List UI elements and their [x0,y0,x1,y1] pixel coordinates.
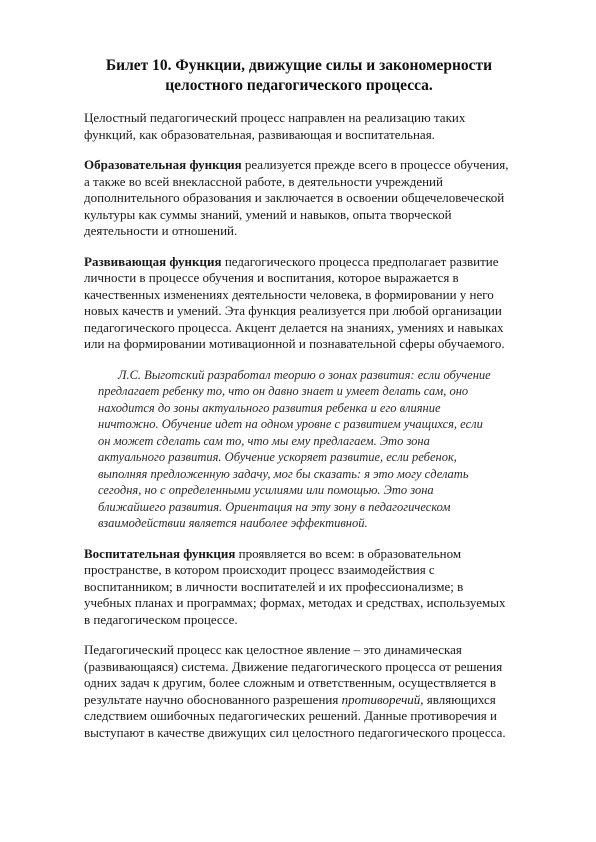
document-page [84,56,514,755]
conclusion-paragraph [84,642,514,741]
document-title: Билет 10. Функции, движущие силы и закономерности целостного педагогического процесса. [105,57,493,94]
upbringing-function-paragraph [84,546,514,629]
educational-function-text: реализуется прежде всего в процессе обучения, а также во всей внеклассной работе, в деятельности учреждений дополнительного образования и заключается в освоении общечеловеческой культуры как суммы знаний, умений и навыков, опыта творческой деятельности и отношений. [84,157,509,238]
conclusion-text-after: , являющихся следствием ошибочных педагогических решений. Данные противоречия и выступают в качестве движущих сил целостного педагогического процесса. [84,691,506,740]
conclusion-text-before: Педагогический процесс как целостное явление – это динамическая (развивающаяся) система. Движение педагогического процесса от решения одних задач к другим, более сложным и ответственным, осуществляется в результате научно обоснованного разрешения [84,642,503,707]
vygotsky-quote: Л.С. Выготский разработал теорию о зонах развития: если обучение предлагает ребенку то, что он давно знает и умеет делать сам, оно находится до зоны актуального развития ребенка и его влияние ничтожно. Обучение идет на одном уровне с развитием учащихся, если он может сделать сам то, что мы ему предлагаем. Это зона актуального развития. Обучение ускоряет развитие, если ребенок, выполняя предложенную задачу, мог бы сказать: я это могу сделать сегодня, но с определенными усилиями или помощью. Это зона ближайшего развития. Ориентация на эту зону в педагогическом взаимодействии является наиболее эффективной. [98,367,491,530]
intro-paragraph: Целостный педагогический процесс направлен на реализацию таких функций, как образовательная, развивающая и воспитательная. [84,110,466,142]
upbringing-function-term: Воспитательная функция [84,545,236,561]
developing-function-term: Развивающая функция [84,253,222,269]
developing-function-paragraph [84,254,514,353]
educational-function-term: Образовательная функция [84,157,242,172]
upbringing-function-text: проявляется во всем: в образовательном пространстве, в котором происходит процесс взаимодействия с воспитанником; в личности воспитателей и их профессионализме; в учебных планах и программах; формах, методах и средствах, используемых в педагогическом процессе. [84,545,506,627]
contradictions-emphasis: противоречий [341,691,421,707]
educational-function-paragraph [84,157,514,240]
developing-function-text: педагогического процесса предполагает развитие личности в процессе обучения и воспитания, которое выражается в качественных изменениях деятельности человека, в формировании у него новых качеств и умений. Эта функция реализуется при любой организации педагогического процесса. Акцент делается на знаниях, умениях и навыках или на формировании мотивационной и познавательной сферы обучаемого. [84,253,505,351]
